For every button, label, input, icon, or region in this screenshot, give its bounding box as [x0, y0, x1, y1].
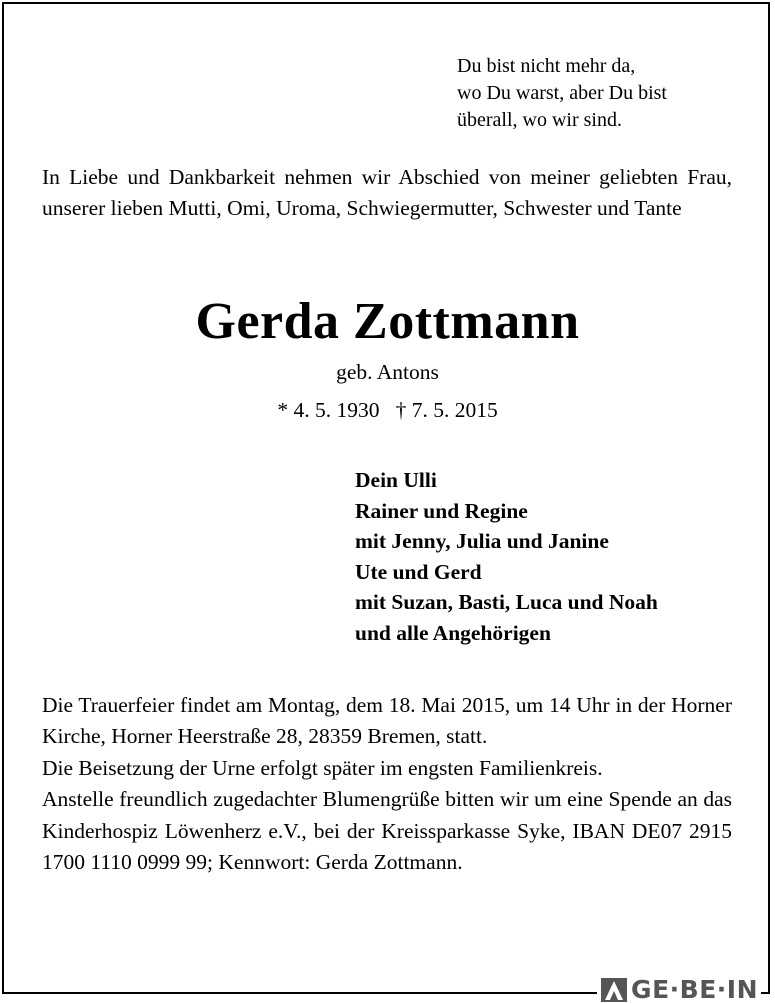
mourner-line: mit Jenny, Julia und Janine [355, 529, 609, 554]
donation-info: Anstelle freundlich zugedachter Blumengrüße bitten wir um eine Spende an das Kinderhospiz Löwenherz e.V., bei der Kreissparkasse Syke, IBAN DE07 2915 1700 1110 0999 99; Kennwort: Gerda Zottmann. [42, 787, 732, 875]
motto-line: Du bist nicht mehr da, [457, 55, 636, 77]
service-info [42, 690, 732, 878]
mourner-line: Ute und Gerd [355, 559, 482, 584]
life-dates: * 4. 5. 1930 † 7. 5. 2015 [277, 398, 498, 422]
logo-text: GE·BE·IN [631, 975, 758, 1004]
gebein-logo-icon [601, 978, 627, 1002]
mourner-line: Rainer und Regine [355, 498, 528, 523]
intro-text: In Liebe und Dankbarkeit nehmen wir Abschied von meiner geliebten Frau, unserer lieben Mutti, Omi, Uroma, Schwiegermutter, Schwester und Tante [42, 165, 732, 220]
gebein-logo [597, 975, 761, 1004]
funeral-info: Die Trauerfeier findet am Montag, dem 18. Mai 2015, um 14 Uhr in der Horner Kirche, Horner Heerstraße 28, 28359 Bremen, statt. [42, 693, 732, 749]
maiden-name: geb. Antons [336, 360, 439, 384]
motto-line: überall, wo wir sind. [457, 109, 622, 131]
motto-verse [457, 53, 667, 134]
deceased-name: Gerda Zottmann [195, 293, 580, 350]
mourners-list [355, 465, 658, 649]
motto-line: wo Du warst, aber Du bist [457, 82, 667, 104]
mourner-line: mit Suzan, Basti, Luca und Noah [355, 590, 658, 615]
mourner-line: und alle Angehörigen [355, 620, 551, 645]
burial-info: Die Beisetzung der Urne erfolgt später im engsten Familienkreis. [42, 755, 603, 780]
mourner-line: Dein Ulli [355, 468, 437, 492]
